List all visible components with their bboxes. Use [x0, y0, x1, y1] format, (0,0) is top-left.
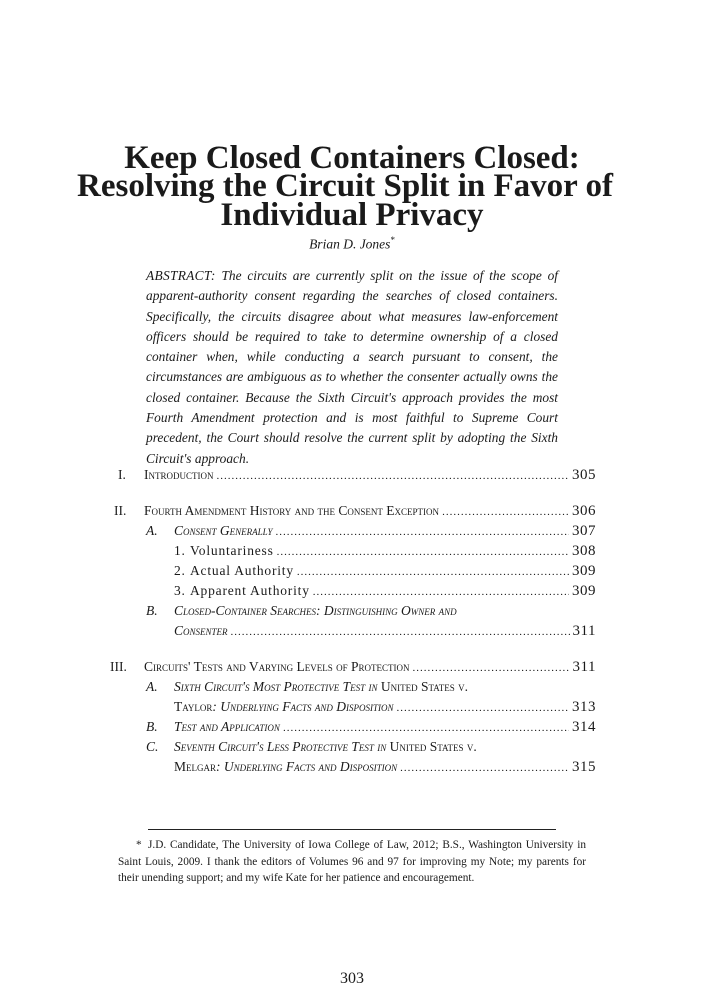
toc-number: A. [146, 523, 158, 538]
toc-label: Introduction [144, 467, 214, 482]
toc-page: 306 [572, 503, 596, 519]
toc-label: : Underlying Facts and Disposition [212, 699, 394, 714]
toc-case-name: Taylor [174, 699, 213, 714]
title-line-2: Resolving the Circuit Split in Favor of [77, 168, 613, 204]
toc-case-name: United States v. [389, 739, 477, 754]
toc-number: B. [146, 603, 158, 618]
toc-label: : Underlying Facts and Disposition [216, 759, 398, 774]
dot-leader [442, 506, 569, 518]
toc-label: Closed-Container Searches: Distinguishing Owner and [174, 603, 457, 618]
footnote [118, 837, 586, 887]
footnote-marker: * [136, 839, 142, 851]
toc-entry-fourth-amendment[interactable] [114, 503, 596, 520]
toc-page: 315 [572, 759, 596, 775]
toc-number: II. [114, 503, 127, 518]
toc-number: B. [146, 719, 158, 734]
dot-leader [400, 762, 569, 774]
author-name: Brian D. Jones [309, 236, 391, 252]
toc-label: Voluntariness [190, 543, 274, 558]
toc-label: Sixth Circuit's Most Protective Test in [174, 679, 378, 694]
footnote-divider [148, 829, 556, 830]
toc-number: III. [110, 659, 127, 674]
dot-leader [283, 722, 569, 734]
toc-number: 3. [174, 583, 186, 598]
dot-leader [412, 662, 569, 674]
toc-entry-introduction[interactable] [118, 467, 596, 484]
toc-page: 307 [572, 523, 596, 539]
author-footnote-marker: * [390, 235, 395, 245]
toc-number: 1. [174, 543, 186, 558]
toc-entry-sixth-circuit[interactable] [146, 679, 596, 695]
toc-label: Test and Application [174, 719, 280, 734]
dot-leader [231, 626, 570, 638]
author-byline [0, 235, 704, 253]
toc-entry-closed-container-searches-cont[interactable] [174, 623, 596, 640]
dot-leader [297, 566, 569, 578]
dot-leader [277, 546, 569, 558]
toc-entry-actual-authority[interactable] [174, 563, 596, 580]
footnote-text: J.D. Candidate, The University of Iowa College of Law, 2012; B.S., Washington University in Saint Louis, 2009. I thank the editors of Volumes 96 and 97 for improving my Note; my parents for their unending support; and my wife Kate for her patience and encouragement. [118, 839, 586, 885]
toc-page: 308 [572, 543, 596, 559]
dot-leader [313, 586, 569, 598]
toc-label: Apparent Authority [190, 583, 310, 598]
toc-entry-seventh-circuit[interactable] [146, 739, 596, 755]
toc-entry-sixth-circuit-cont[interactable] [174, 699, 596, 716]
toc-entry-seventh-circuit-cont[interactable] [174, 759, 596, 776]
toc-page: 311 [572, 623, 596, 639]
toc-label: Circuits' Tests and Varying Levels of Protection [144, 659, 410, 674]
toc-label: Fourth Amendment History and the Consent Exception [144, 503, 440, 518]
toc-entry-consent-generally[interactable] [146, 523, 596, 540]
title-line-1: Keep Closed Containers Closed: [124, 140, 580, 176]
toc-entry-voluntariness[interactable] [174, 543, 596, 560]
toc-number: I. [118, 467, 126, 482]
dot-leader [275, 526, 569, 538]
toc-number: A. [146, 679, 158, 694]
dot-leader [217, 470, 570, 482]
toc-label: Actual Authority [190, 563, 294, 578]
toc-number: C. [146, 739, 159, 754]
toc-page: 314 [572, 719, 596, 735]
toc-entry-closed-container-searches[interactable] [146, 603, 596, 619]
abstract-text: The circuits are currently split on the issue of the scope of apparent-authority consent regarding the searches of closed containers. Specifically, the circuits disagree about what measures law-enforcement officers should be required to take to determine ownership of a closed container when, while conducting a search pursuant to consent, the circumstances are ambiguous as to whether the consenter actually owns the closed container. Because the Sixth Circuit's approach provides the most Fourth Amendment protection and is most faithful to Supreme Court precedent, the Court should resolve the current split by adopting the Sixth Circuit's approach. [146, 268, 558, 466]
toc-label: Consenter [174, 623, 228, 638]
toc-entry-circuits-tests[interactable] [110, 659, 596, 676]
toc-page: 309 [572, 583, 596, 599]
abstract-label: ABSTRACT: [146, 268, 216, 283]
toc-page: 309 [572, 563, 596, 579]
toc-page: 313 [572, 699, 596, 715]
toc-entry-apparent-authority[interactable] [174, 583, 596, 600]
title-line-3: Individual Privacy [220, 197, 484, 233]
toc-case-name: United States v. [380, 679, 469, 694]
toc-case-name: Melgar [174, 759, 217, 774]
toc-label: Consent Generally [174, 523, 273, 538]
toc-label: Seventh Circuit's Less Protective Test in [174, 739, 387, 754]
toc-number: 2. [174, 563, 186, 578]
toc-page: 305 [572, 467, 596, 483]
abstract [146, 266, 558, 469]
toc-page: 311 [572, 659, 596, 675]
toc-entry-test-and-application[interactable] [146, 719, 596, 736]
page-number: 303 [340, 970, 364, 987]
dot-leader [397, 702, 570, 714]
